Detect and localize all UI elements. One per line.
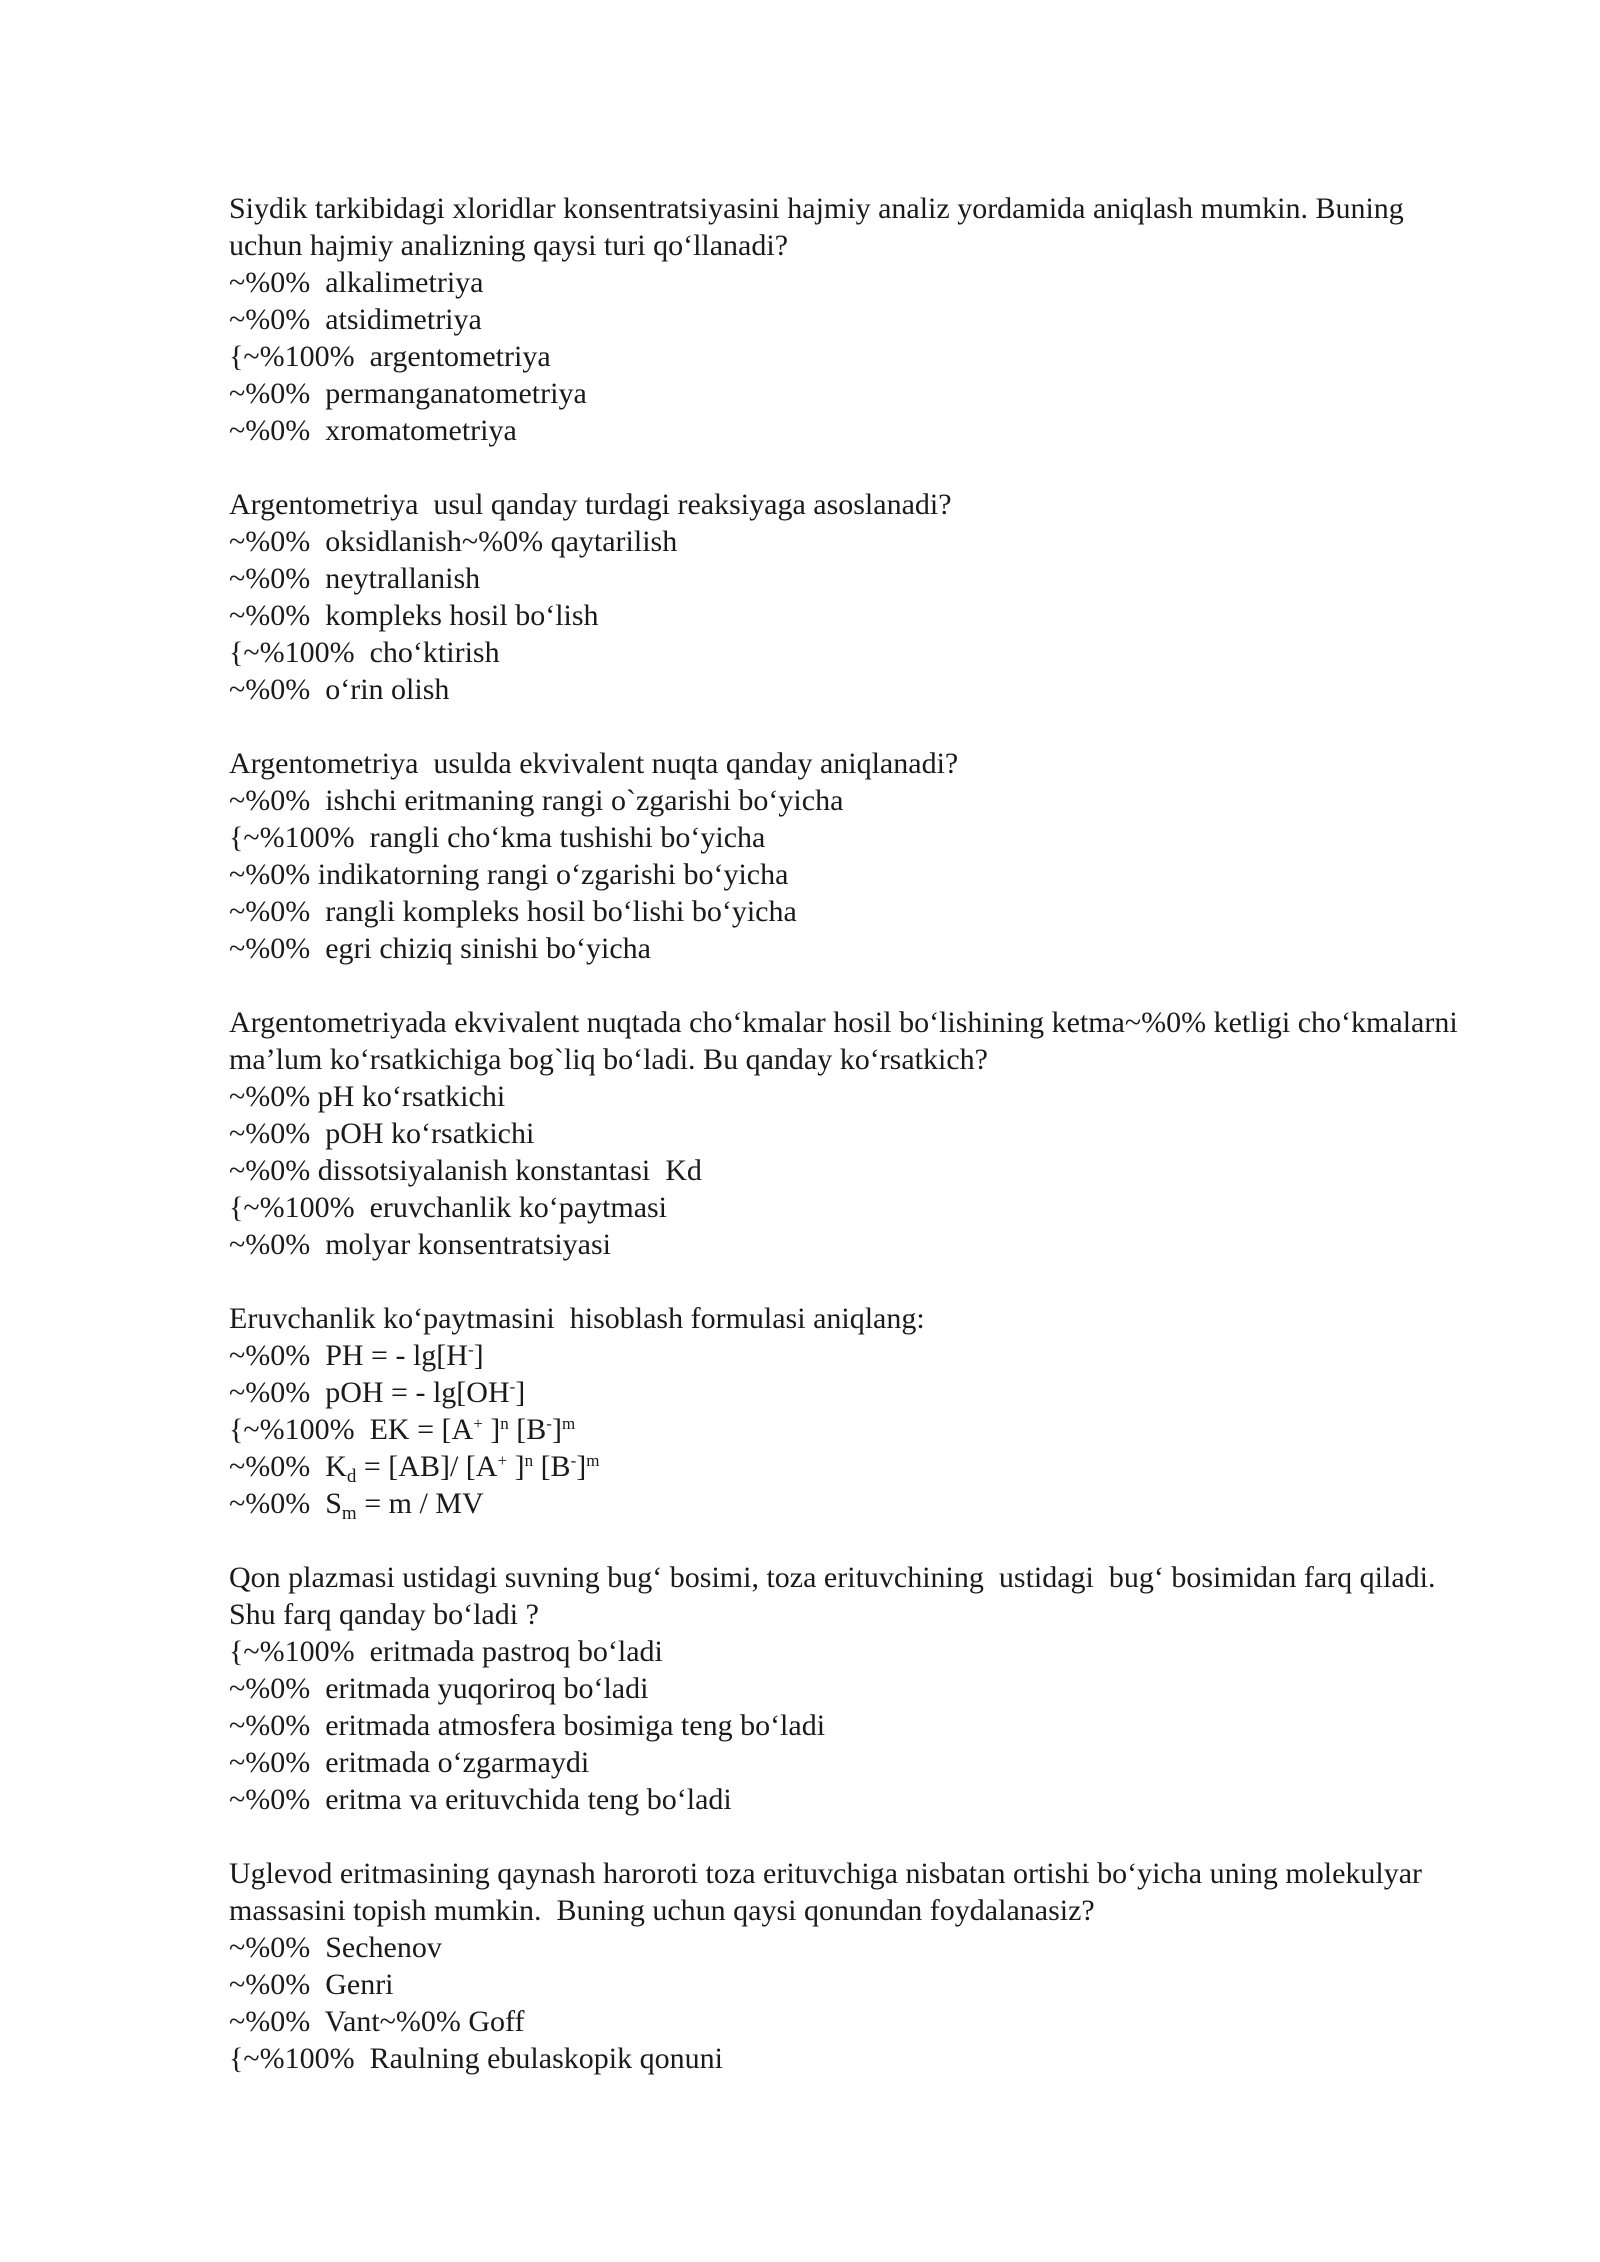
formula-text: ~%0% PH = - lg[H [229,1339,468,1372]
question-block [229,1004,1466,1263]
question-list [229,190,1466,2114]
formula-superscript: n [524,1451,534,1470]
answer-option: ~%0% pH ko‘rsatkichi [229,1080,506,1113]
answer-option-formula-correct [229,1411,1459,1448]
formula-superscript: - [570,1451,577,1470]
answer-option: ~%0% egri chiziq sinishi bo‘yicha [229,932,651,965]
formula-subscript: m [341,1503,357,1524]
formula-superscript: m [561,1414,576,1433]
question-text: Argentometriya usul qanday turdagi reaksiyaga asoslanadi? [229,488,952,521]
formula-text: = m / MV [356,1487,484,1520]
answer-option: ~%0% o‘rin olish [229,673,450,706]
answer-option-correct: {~%100% eruvchanlik ko‘paytmasi [229,1191,668,1224]
answer-option: ~%0% molyar konsentratsiyasi [229,1228,611,1261]
answer-option-correct: {~%100% rangli cho‘kma tushishi bo‘yicha [229,821,766,854]
answer-option-formula [229,1374,1459,1411]
formula-text: ~%0% K [229,1450,347,1483]
formula-text: {~%100% EK = [A [229,1413,474,1446]
formula-text: ] [551,1413,562,1446]
question-block [229,1855,1459,2077]
answer-option: ~%0% Genri [229,1968,394,2001]
question-text: Qon plazmasi ustidagi suvning bug‘ bosimi, toza erituvchining ustidagi bug‘ bosimidan farq qiladi. Shu farq qanday bo‘ladi ? [229,1561,1443,1631]
answer-option-formula [229,1337,1459,1374]
answer-option: ~%0% indikatorning rangi o‘zgarishi bo‘yicha [229,858,789,891]
answer-option-formula [229,1485,1459,1522]
formula-superscript: - [546,1414,552,1433]
question-block [229,1559,1459,1818]
answer-option: ~%0% eritmada o‘zgarmaydi [229,1746,590,1779]
answer-option-correct: {~%100% Raulning ebulaskopik qonuni [229,2042,723,2075]
question-text: Eruvchanlik ko‘paytmasini hisoblash formulasi aniqlang: [229,1302,925,1335]
answer-option-correct: {~%100% eritmada pastroq bo‘ladi [229,1635,663,1668]
answer-option: ~%0% permanganatometriya [229,377,587,410]
question-text: Siydik tarkibidagi xloridlar konsentratsiyasini hajmiy analiz yordamida aniqlash mumkin. Buning uchun hajmiy analizning qaysi turi qo‘llanadi? [229,192,1412,262]
answer-option: ~%0% ishchi eritmaning rangi o`zgarishi bo‘yicha [229,784,844,817]
formula-text: ~%0% S [229,1487,342,1520]
formula-superscript: + [473,1414,483,1433]
formula-text: ] [507,1450,525,1483]
formula-text: ] [482,1413,501,1446]
formula-text: [B [533,1450,571,1483]
formula-superscript: n [500,1414,509,1433]
question-block [229,1300,1459,1522]
question-text: Argentometriyada ekvivalent nuqtada cho‘kmalar hosil bo‘lishining ketma~%0% ketligi cho‘kmalarni ma’lum ko‘rsatkichiga bog`liq bo‘ladi. Bu qanday ko‘rsatkich? [229,1006,1466,1076]
question-text: Uglevod eritmasining qaynash haroroti toza erituvchiga nisbatan ortishi bo‘yicha uning molekulyar massasini topish mumkin. Buning uchun qaysi qonundan foydalanasiz? [229,1857,1430,1927]
answer-option: ~%0% xromatometriya [229,414,517,447]
question-block [229,486,1459,708]
answer-option: ~%0% Sechenov [229,1931,442,1964]
answer-option: ~%0% alkalimetriya [229,266,484,299]
answer-option: ~%0% atsidimetriya [229,303,482,336]
answer-option: ~%0% neytrallanish [229,562,481,595]
formula-text: ] [515,1376,526,1409]
answer-option: ~%0% rangli kompleks hosil bo‘lishi bo‘yicha [229,895,797,928]
answer-option-formula [229,1448,1459,1485]
answer-option: ~%0% kompleks hosil bo‘lish [229,599,599,632]
formula-superscript: - [509,1377,516,1396]
question-text: Argentometriya usulda ekvivalent nuqta qanday aniqlanadi? [229,747,959,780]
answer-option: ~%0% Vant~%0% Goff [229,2005,525,2038]
formula-superscript: - [467,1340,474,1359]
question-block [229,190,1459,449]
formula-superscript: + [497,1451,508,1470]
answer-option-correct: {~%100% argentometriya [229,340,551,373]
answer-option: ~%0% eritma va erituvchida teng bo‘ladi [229,1783,732,1816]
formula-superscript: m [586,1451,600,1470]
question-block [229,745,1459,967]
answer-option: ~%0% oksidlanish~%0% qaytarilish [229,525,678,558]
formula-subscript: d [346,1466,357,1487]
answer-option-correct: {~%100% cho‘ktirish [229,636,500,669]
formula-text: ~%0% pOH = - lg[OH [229,1376,510,1409]
answer-option: ~%0% eritmada atmosfera bosimiga teng bo‘ladi [229,1709,826,1742]
formula-text: [B [508,1413,547,1446]
answer-option: ~%0% pOH ko‘rsatkichi [229,1117,535,1150]
formula-text: = [AB]/ [A [356,1450,498,1483]
formula-text: ] [473,1339,484,1372]
answer-option: ~%0% eritmada yuqoriroq bo‘ladi [229,1672,649,1705]
formula-text: ] [576,1450,587,1483]
answer-option: ~%0% dissotsiyalanish konstantasi Kd [229,1154,702,1187]
